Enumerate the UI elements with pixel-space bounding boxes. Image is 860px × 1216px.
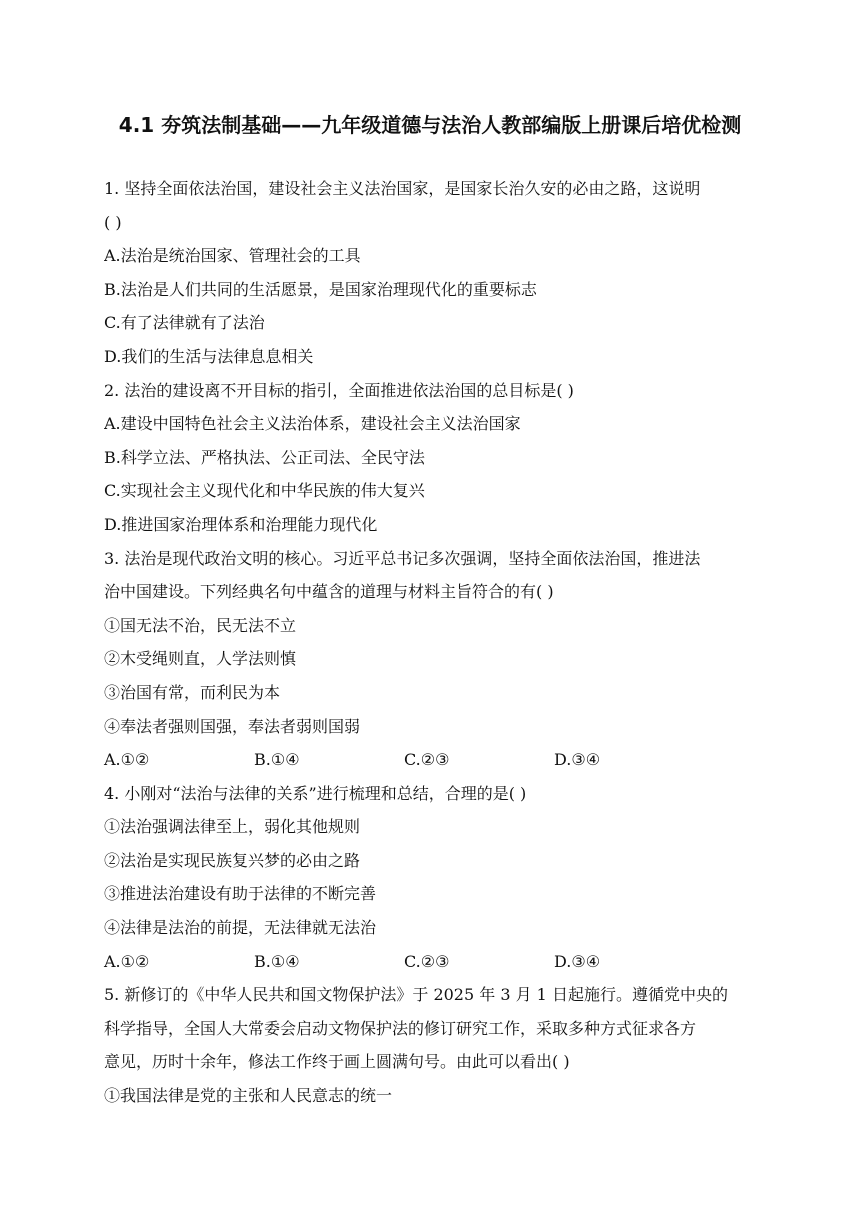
q4-choice-b: B.①④ (254, 951, 300, 971)
q5-stem-line2: 科学指导，全国人大常委会启动文物保护法的修订研究工作，采取多种方式征求各方 (104, 1018, 697, 1038)
q3-stem-line2: 治中国建设。下列经典名句中蕴含的道理与材料主旨符合的有( ) (104, 582, 554, 602)
q1-option-b: B.法治是人们共同的生活愿景，是国家治理现代化的重要标志 (104, 279, 537, 299)
q5-stem-line3: 意见，历时十余年，修法工作终于画上圆满句号。由此可以看出( ) (104, 1052, 570, 1072)
q1-option-c: C.有了法律就有了法治 (104, 313, 265, 333)
q3-item-3: ③治国有常，而利民为本 (104, 682, 281, 702)
q3-item-1: ①国无法不治，民无法不立 (104, 615, 297, 635)
q3-choice-a: A.①② (104, 750, 150, 770)
q2-option-d: D.推进国家治理体系和治理能力现代化 (104, 514, 378, 534)
q2-option-b: B.科学立法、严格执法、公正司法、全民守法 (104, 447, 425, 467)
q2-option-c: C.实现社会主义现代化和中华民族的伟大复兴 (104, 481, 425, 501)
q1-option-d: D.我们的生活与法律息息相关 (104, 346, 314, 366)
q3-choices (104, 743, 756, 777)
q3-item-4: ④奉法者强则国强，奉法者弱则国弱 (104, 716, 361, 736)
question-list (104, 172, 756, 1113)
q1-stem-line1: 1. 坚持全面依法治国，建设社会主义法治国家，是国家长治久安的必由之路，这说明 (104, 179, 701, 198)
q4-choice-c: C.②③ (404, 951, 450, 971)
q4-choices (104, 945, 756, 979)
q3-choice-d: D.③④ (554, 750, 601, 770)
q4-stem: 4. 小刚对“法治与法律的关系”进行梳理和总结，合理的是( ) (104, 783, 527, 803)
q4-choice-d: D.③④ (554, 951, 601, 971)
q5-stem-line1: 5. 新修订的《中华人民共和国文物保护法》于 2025 年 3 月 1 日起施行。遵循党中央的 (104, 985, 728, 1005)
q4-item-2: ②法治是实现民族复兴梦的必由之路 (104, 850, 361, 870)
document-title: 4.1 夯筑法制基础——九年级道德与法治人教部编版上册课后培优检测 (118, 113, 742, 137)
q2-stem: 2. 法治的建设离不开目标的指引，全面推进依法治国的总目标是( ) (104, 380, 574, 400)
q4-choice-a: A.①② (104, 951, 150, 971)
q3-stem-line1: 3. 法治是现代政治文明的核心。习近平总书记多次强调，坚持全面依法治国，推进法 (104, 548, 701, 568)
q1-stem-line2: ( ) (104, 212, 122, 232)
q3-item-2: ②木受绳则直，人学法则慎 (104, 649, 297, 669)
q5-item-1: ①我国法律是党的主张和人民意志的统一 (104, 1086, 393, 1106)
q3-choice-b: B.①④ (254, 750, 300, 770)
q4-item-3: ③推进法治建设有助于法律的不断完善 (104, 884, 377, 904)
q2-option-a: A.建设中国特色社会主义法治体系，建设社会主义法治国家 (104, 414, 521, 434)
q3-choice-c: C.②③ (404, 750, 450, 770)
q4-item-1: ①法治强调法律至上，弱化其他规则 (104, 817, 361, 837)
q1-option-a: A.法治是统治国家、管理社会的工具 (104, 246, 361, 266)
q4-item-4: ④法律是法治的前提，无法律就无法治 (104, 918, 377, 938)
